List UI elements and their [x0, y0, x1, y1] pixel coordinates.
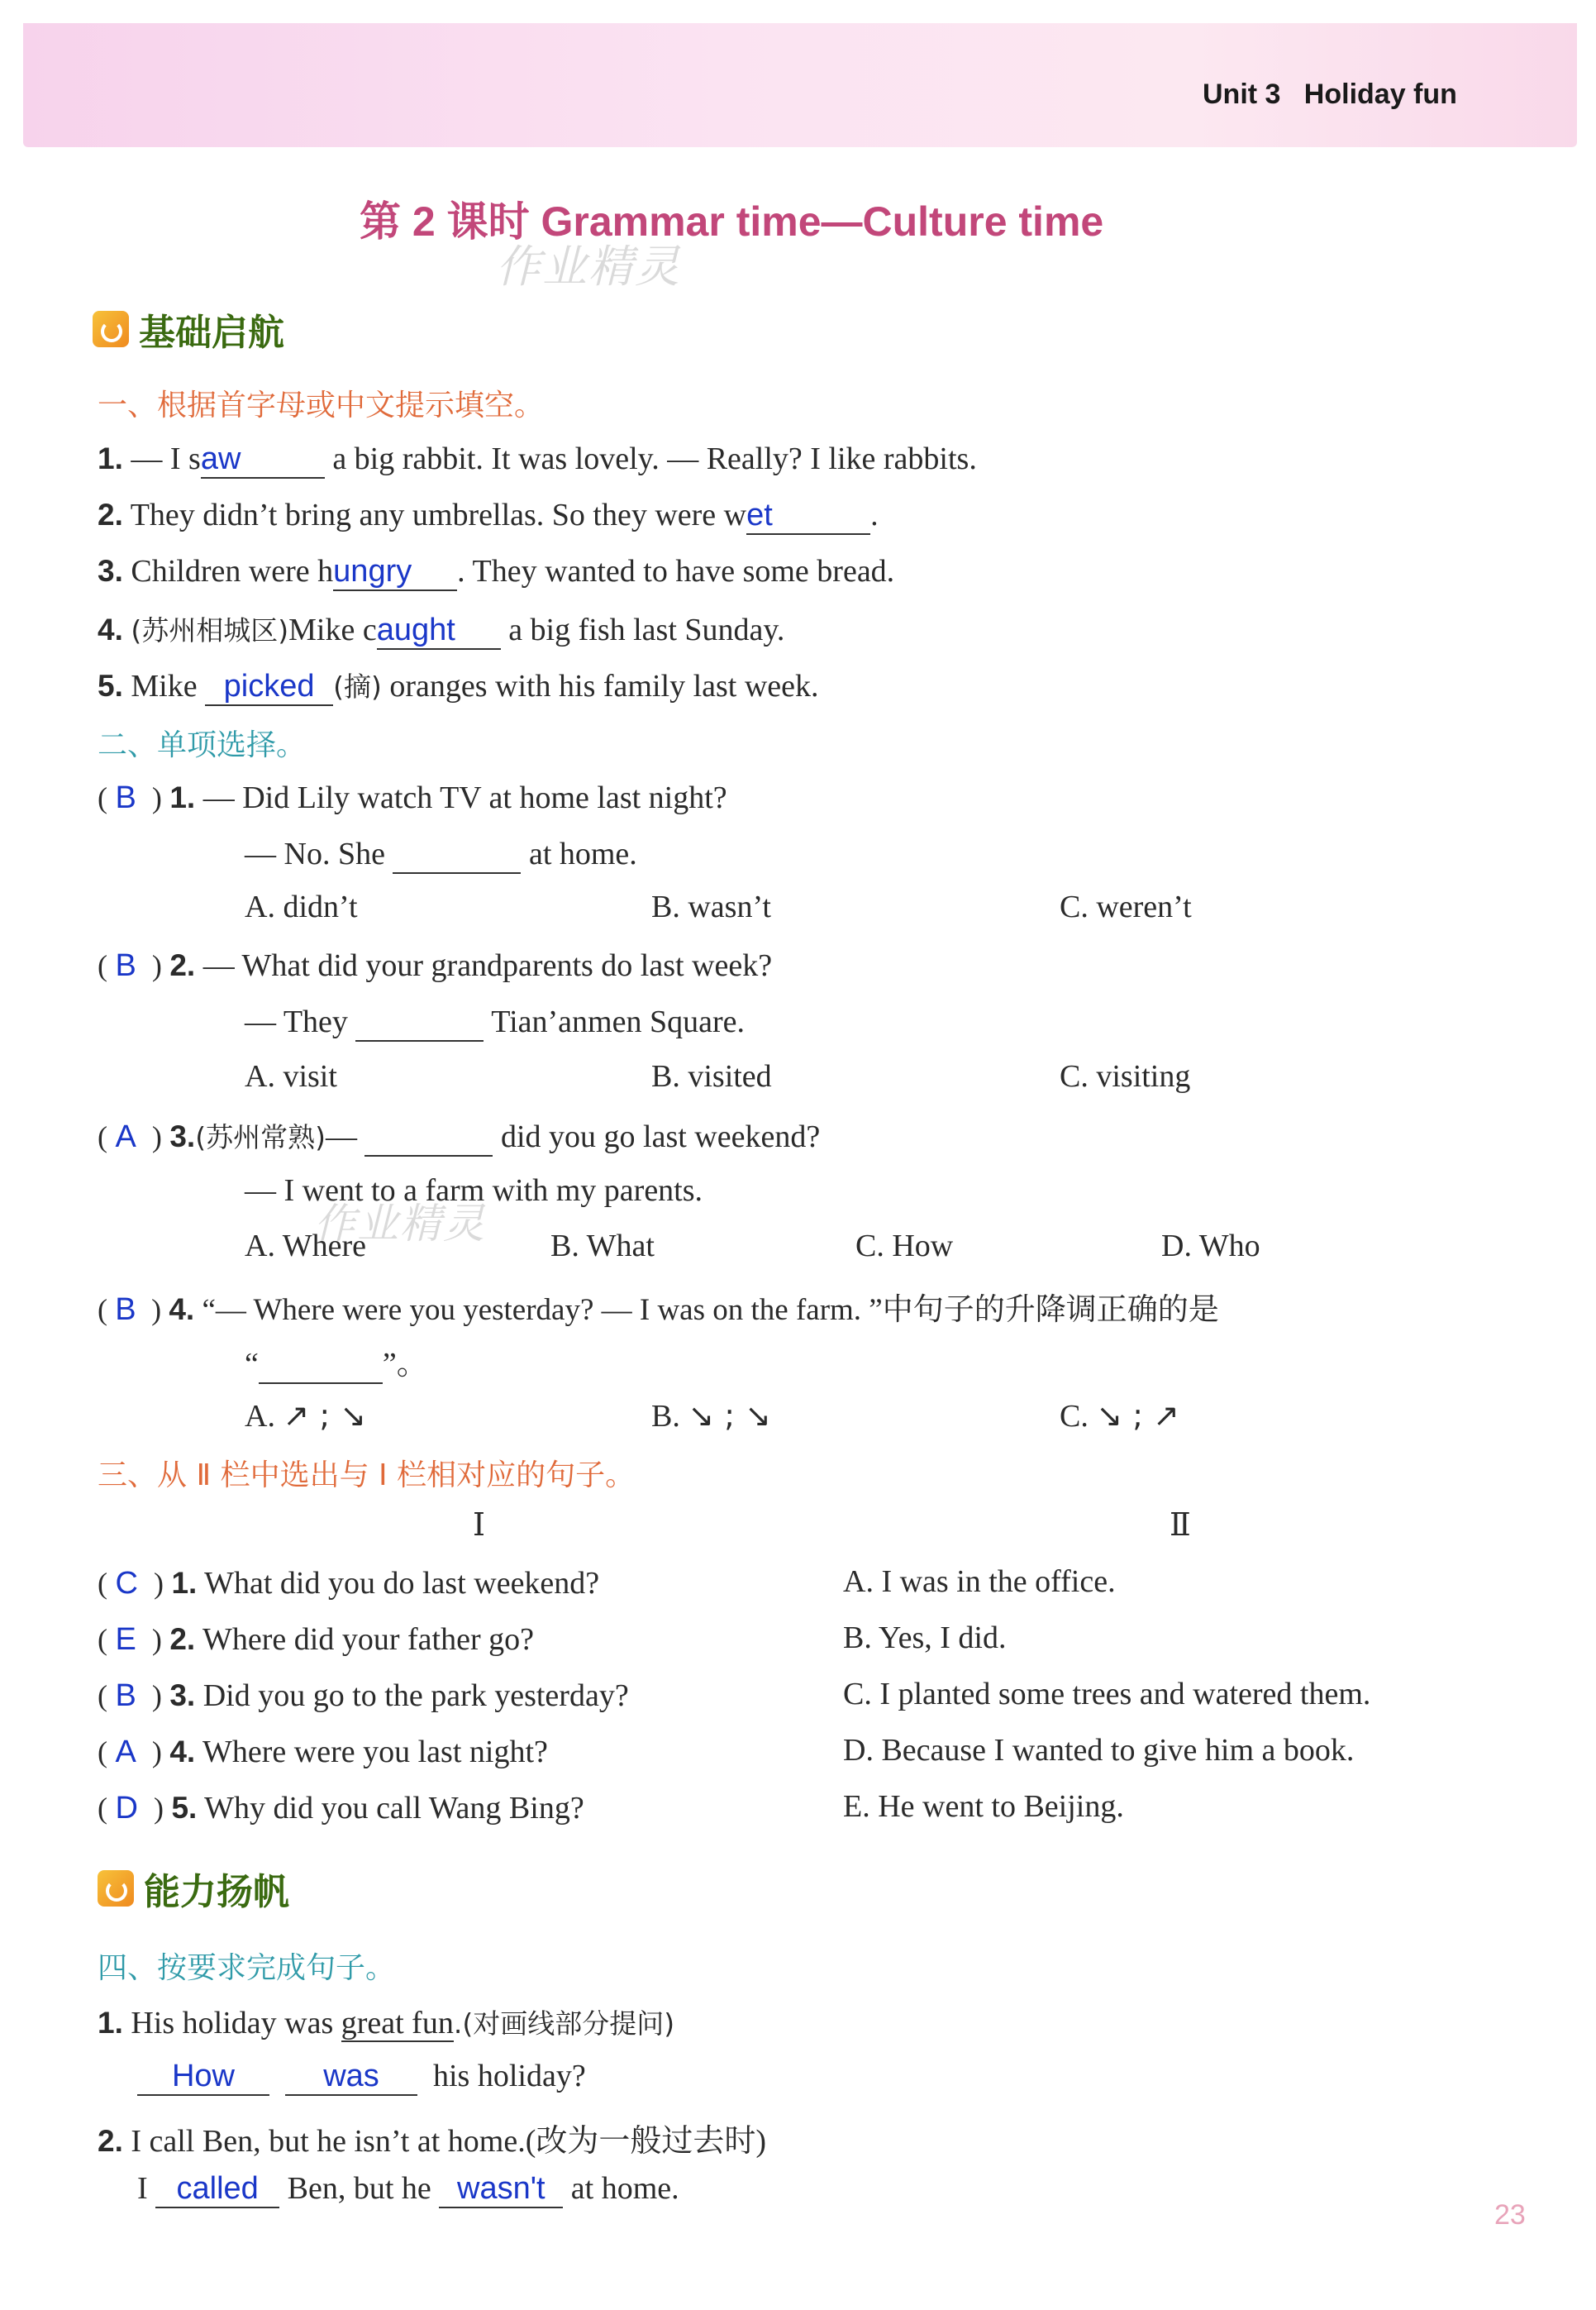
p2-item-4-line2: “ ”。: [245, 1338, 428, 1384]
p4-item-1: 1. His holiday was great fun.(对画线部分提问): [98, 2006, 675, 2040]
column-two-label: Ⅱ: [1170, 1508, 1191, 1543]
p4-item-1-answer: How was his holiday?: [137, 2058, 586, 2096]
p2-1-option-b: B. wasn’t: [651, 890, 771, 924]
intonation-arrows-b: ↘ ; ↘: [688, 1397, 771, 1434]
p1-item-4: 4. (苏州相城区)Mike caught a big fish last Sunday.: [98, 609, 784, 650]
p2-4-option-a: A. ↗ ; ↘: [245, 1397, 367, 1434]
watermark-2: 作业精灵: [314, 1200, 486, 1248]
p3-right-b: B. Yes, I did.: [843, 1620, 1007, 1655]
p3-right-c: C. I planted some trees and watered them.: [843, 1677, 1371, 1711]
p3-right-a: A. I was in the office.: [843, 1564, 1116, 1599]
p2-4-option-b: B. ↘ ; ↘: [651, 1397, 771, 1434]
p2-3-option-a: A. Where: [245, 1229, 367, 1263]
p3-right-e: E. He went to Beijing.: [843, 1789, 1124, 1824]
p3-left-1: ( C ) 1. What did you do last weekend?: [98, 1566, 600, 1601]
p2-item-4: ( B ) 4. “— Where were you yesterday? — I was on the farm. ”中句子的升降调正确的是: [98, 1292, 1219, 1327]
p2-item-3: ( A ) 3.(苏州常熟)— did you go last weekend?: [98, 1116, 820, 1157]
p2-item-2-line2: — They Tian’anmen Square.: [245, 1004, 745, 1042]
p3-left-5: ( D ) 5. Why did you call Wang Bing?: [98, 1791, 584, 1826]
part-one-heading: 一、根据首字母或中文提示填空。: [98, 389, 545, 422]
intonation-arrows-a: ↗ ; ↘: [283, 1397, 367, 1434]
p2-3-option-b: B. What: [550, 1229, 655, 1263]
p3-right-d: D. Because I wanted to give him a book.: [843, 1733, 1355, 1768]
section-icon-2: [98, 1870, 134, 1907]
p2-item-1-line2: — No. She at home.: [245, 836, 637, 874]
unit-label: Unit 3 Holiday fun: [1203, 79, 1457, 110]
p1-item-5: 5. Mike picked (摘) oranges with his family last week.: [98, 666, 819, 706]
intonation-arrows-c: ↘ ; ↗: [1096, 1397, 1179, 1434]
p2-2-option-a: A. visit: [245, 1059, 337, 1094]
p2-3-option-c: C. How: [855, 1229, 954, 1263]
part-four-heading: 四、按要求完成句子。: [98, 1951, 396, 1985]
part-two-heading: 二、单项选择。: [98, 728, 307, 762]
p2-4-option-c: C. ↘ ; ↗: [1060, 1397, 1179, 1434]
section-heading-ability: 能力扬帆: [98, 1862, 289, 1915]
p1-item-1: 1. — I saw a big rabbit. It was lovely. — Really? I like rabbits.: [98, 441, 977, 479]
part-three-heading: 三、从 Ⅱ 栏中选出与 Ⅰ 栏相对应的句子。: [98, 1458, 636, 1492]
p4-item-2-answer: I called Ben, but he wasn't at home.: [137, 2170, 679, 2208]
p1-item-3: 3. Children were hungry . They wanted to have some bread.: [98, 553, 894, 591]
p2-3-option-d: D. Who: [1161, 1229, 1260, 1263]
p3-left-4: ( A ) 4. Where were you last night?: [98, 1735, 548, 1769]
p4-item-2: 2. I call Ben, but he isn’t at home.(改为一般过去时): [98, 2124, 767, 2159]
p1-item-2: 2. They didn’t bring any umbrellas. So they were wet .: [98, 497, 879, 535]
p3-left-2: ( E ) 2. Where did your father go?: [98, 1622, 534, 1657]
p2-2-option-b: B. visited: [651, 1059, 772, 1094]
page-number: 23: [1494, 2199, 1526, 2231]
lesson-title: 第 2 课时 Grammar time—Culture time: [360, 198, 1104, 245]
section-icon: [93, 311, 129, 347]
p2-2-option-c: C. visiting: [1060, 1059, 1191, 1094]
p2-1-option-c: C. weren’t: [1060, 890, 1192, 924]
p2-item-3-line2: — I went to a farm with my parents.: [245, 1173, 703, 1208]
watermark: 作业精灵: [496, 241, 681, 293]
section-heading-basic: 基础启航: [93, 303, 284, 356]
p2-1-option-a: A. didn’t: [245, 890, 358, 924]
p2-item-2: ( B ) 2. — What did your grandparents do last week?: [98, 948, 773, 983]
p3-left-3: ( B ) 3. Did you go to the park yesterday?: [98, 1678, 629, 1713]
column-one-label: Ⅰ: [473, 1508, 486, 1543]
p2-item-1: ( B ) 1. — Did Lily watch TV at home last night?: [98, 780, 727, 815]
